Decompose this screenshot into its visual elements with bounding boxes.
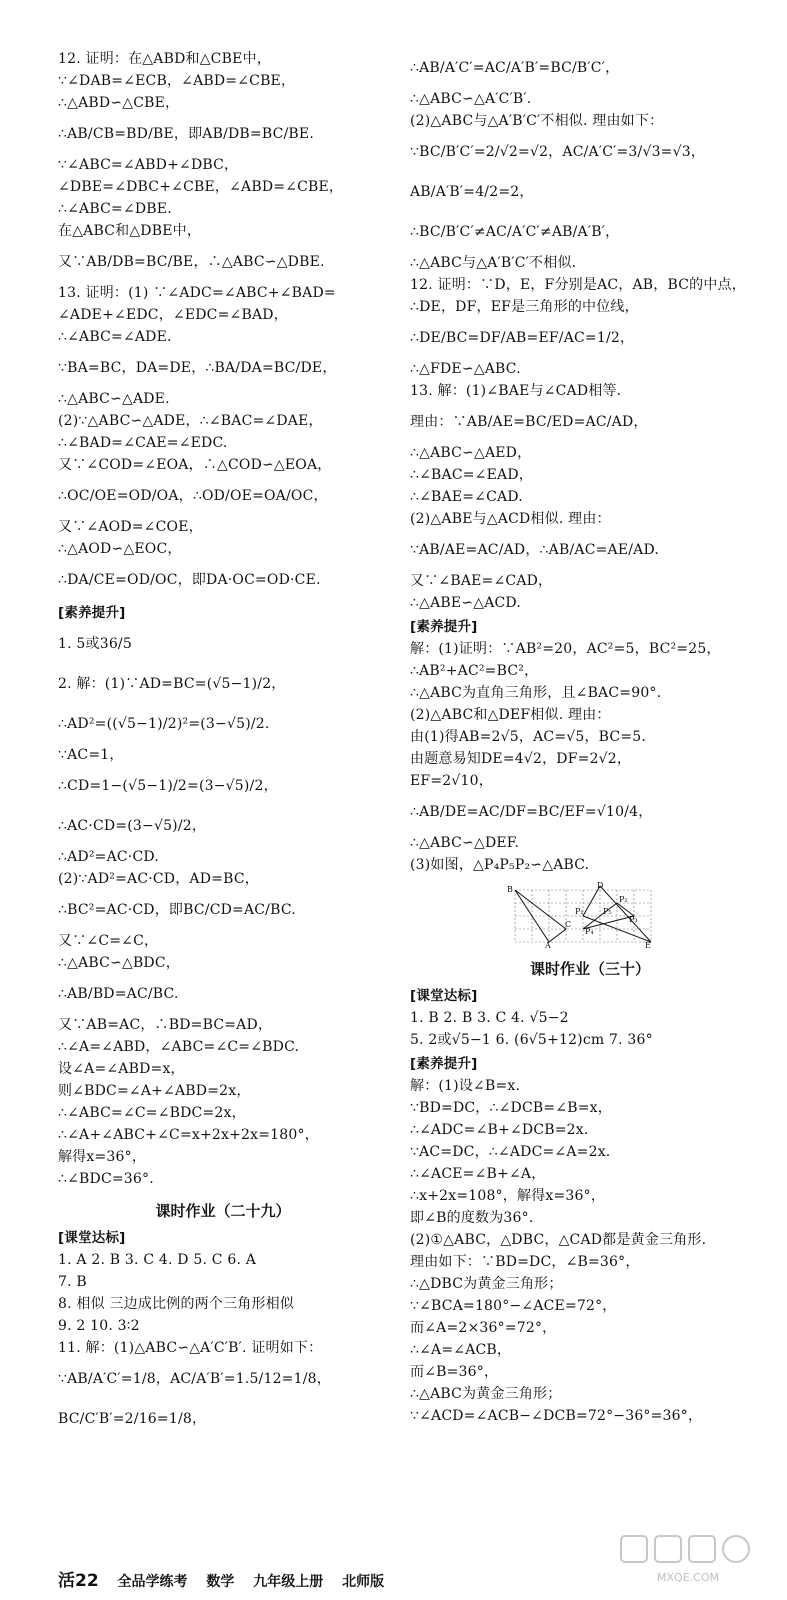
text-line: (2)△ABE与△ACD相似. 理由： [410, 511, 611, 527]
text-line: (2)∵△ABC∽△ADE，∴∠BAC=∠DAE， [58, 413, 323, 429]
section-heading: [素养提升] [410, 619, 478, 635]
text-line: 9. 2 10. 3∶2 [58, 1318, 140, 1334]
text-line: 在△ABC和△DBE中， [58, 223, 202, 239]
text-line: ∴△ABC∽△ADE. [58, 391, 170, 407]
text-line: ∴AD²=((√5−1)/2)²=(3−√5)/2. [58, 716, 270, 732]
text-line: ∴x+2x=108°，解得x=36°， [410, 1188, 606, 1204]
text-line: ∵∠BCA=180°−∠ACE=72°， [410, 1298, 617, 1314]
text-line: 5. 2或√5−1 6. (6√5+12)cm 7. 36° [410, 1032, 653, 1048]
figure-label: B [507, 885, 513, 894]
subject: 数学 [206, 1574, 235, 1590]
right-column [410, 48, 770, 1427]
text-line: ∴AD²=AC·CD. [58, 849, 159, 865]
text-line: ∵∠DAB=∠ECB，∠ABD=∠CBE， [58, 73, 296, 89]
text-line: 即∠B的度数为36°. [410, 1210, 534, 1226]
section-heading: [素养提升] [410, 1056, 478, 1072]
figure-label: D [597, 882, 604, 890]
text-line: (2)∵AD²=AC·CD，AD=BC， [58, 871, 259, 887]
figure-label: A [545, 941, 551, 948]
text-line: ∴BC²=AC·CD，即BC/CD=AC/BC. [58, 902, 296, 918]
text-line: ∴△ABC为黄金三角形； [410, 1386, 562, 1402]
text-line: 设∠A=∠ABD=x， [58, 1061, 185, 1077]
text-line: ∴△ABE∽△ACD. [410, 595, 521, 611]
section-heading: [课堂达标] [410, 988, 478, 1004]
text-line: ∴DA/CE=OD/OC，即DA·OC=OD·CE. [58, 572, 321, 588]
text-line: ∴△ABC∽△DEF. [410, 835, 520, 851]
text-line: ∴AB²+AC²=BC²， [410, 663, 539, 679]
watermark-text: MXQE.COM [657, 1571, 719, 1584]
text-line: AB/A′B′=4/2=2， [410, 184, 534, 200]
text-line: 解得x=36°， [58, 1149, 147, 1165]
figure-label: P₃ [629, 915, 638, 924]
text-line: ∴△ABD∽△CBE， [58, 95, 180, 111]
text-line: ∴CD=1−(√5−1)/2=(3−√5)/2， [58, 778, 278, 794]
figure-label: E [645, 941, 651, 948]
text-line: ∴AB/A′C′=AC/A′B′=BC/B′C′， [410, 60, 620, 76]
text-line: 理由：∵AB/AE=BC/ED=AC/AD， [410, 414, 648, 430]
text-line: ∴∠BAE=∠CAD. [410, 489, 523, 505]
text-line: ∴∠A=∠ACB， [410, 1342, 512, 1358]
text-line: 又∵∠AOD=∠COE， [58, 519, 203, 535]
lesson-title: 课时作业（三十） [529, 960, 650, 978]
text-line: ∴∠ABC=∠ADE. [58, 329, 172, 345]
text-line: ∵BC/B′C′=2/√2=√2，AC/A′C′=3/√3=√3， [410, 144, 706, 160]
text-line: ∵AB/AE=AC/AD，∴AB/AC=AE/AD. [410, 542, 660, 558]
text-line: ∴DE/BC=DF/AB=EF/AC=1/2， [410, 330, 635, 346]
text-line: ∴△ABC为直角三角形，且∠BAC=90°. [410, 685, 662, 701]
text-line: 13. 证明：(1) ∵∠ADC=∠ABC+∠BAD= [58, 285, 336, 301]
text-line: ∵∠ABC=∠ABD+∠DBC， [58, 157, 239, 173]
text-line: ∴△ABC与△A′B′C′不相似. [410, 255, 577, 271]
text-line: ∴AC·CD=(3−√5)/2， [58, 818, 207, 834]
text-line: 则∠BDC=∠A+∠ABD=2x， [58, 1083, 251, 1099]
text-line: (3)如图，△P₄P₅P₂∽△ABC. [410, 857, 590, 873]
text-line: 又∵∠C=∠C， [58, 933, 159, 949]
text-line: ∴∠ADC=∠B+∠DCB=2x. [410, 1122, 589, 1138]
series-name: 全品学练考 [117, 1574, 188, 1590]
text-line: ∴∠BAC=∠EAD， [410, 467, 533, 483]
text-line: ∵∠ACD=∠ACB−∠DCB=72°−36°=36°， [410, 1408, 703, 1424]
text-line: ∴△FDE∽△ABC. [410, 361, 521, 377]
text-line: ∴∠BAD=∠CAE=∠EDC. [58, 435, 228, 451]
text-line: EF=2√10， [410, 773, 493, 789]
text-line: ∴∠ABC=∠C=∠BDC=2x， [58, 1105, 246, 1121]
text-line: 而∠B=36°， [410, 1364, 499, 1380]
figure-label: P₂ [619, 895, 628, 904]
edition: 北师版 [342, 1574, 385, 1590]
section-heading: [课堂达标] [58, 1230, 126, 1246]
figure-label: P₄ [585, 927, 594, 936]
text-line: 12. 证明：∵D，E，F分别是AC，AB，BC的中点， [410, 277, 746, 293]
text-line: 8. 相似 三边成比例的两个三角形相似 [58, 1296, 295, 1312]
page-number: 活22 [58, 1571, 99, 1591]
text-line: ∴∠A+∠ABC+∠C=x+2x+2x=180°， [58, 1127, 319, 1143]
text-line: ∴△AOD∽△EOC， [58, 541, 182, 557]
text-line: 又∵∠COD=∠EOA，∴△COD∽△EOA， [58, 457, 332, 473]
text-line: ∵AB/A′C′=1/8，AC/A′B′=1.5/12=1/8， [58, 1371, 331, 1387]
text-line: 解：(1)证明：∵AB²=20，AC²=5，BC²=25， [410, 641, 721, 657]
text-line: ∴∠ABC=∠DBE. [58, 201, 172, 217]
text-line: ∴AB/DE=AC/DF=BC/EF=√10/4， [410, 804, 653, 820]
text-line: 解：(1)设∠B=x. [410, 1078, 521, 1094]
text-line: 而∠A=2×36°=72°， [410, 1320, 557, 1336]
text-line: (2)△ABC和△DEF相似. 理由： [410, 707, 611, 723]
section-heading: [素养提升] [58, 605, 126, 621]
text-line: ∴∠A=∠ABD，∠ABC=∠C=∠BDC. [58, 1039, 300, 1055]
text-line: ∴BC/B′C′≠AC/A′C′≠AB/A′B′， [410, 224, 620, 240]
text-line: ∴∠BDC=36°. [58, 1171, 154, 1187]
text-line: ∴OC/OE=OD/OA，∴OD/OE=OA/OC， [58, 488, 328, 504]
text-line: 12. 证明：在△ABD和△CBE中， [58, 51, 271, 67]
text-line: ∠DBE=∠DBC+∠CBE，∠ABD=∠CBE， [58, 179, 344, 195]
text-line: 由(1)得AB=2√5，AC=√5，BC=5. [410, 729, 647, 745]
text-line: 又∵∠BAE=∠CAD， [410, 573, 553, 589]
text-line: ∵BA=BC，DA=DE，∴BA/DA=BC/DE， [58, 360, 337, 376]
text-line: 理由如下：∵BD=DC，∠B=36°， [410, 1254, 640, 1270]
text-line: ∴AB/CB=BD/BE，即AB/DB=BC/BE. [58, 126, 314, 142]
text-line: 1. B 2. B 3. C 4. √5−2 [410, 1010, 569, 1026]
text-line: ∴∠ACE=∠B+∠A， [410, 1166, 546, 1182]
text-line: 7. B [58, 1274, 87, 1290]
lesson-title: 课时作业（二十九） [155, 1202, 291, 1220]
grid-figure [505, 882, 655, 948]
grade: 九年级上册 [253, 1574, 324, 1590]
text-line: ∴AB/BD=AC/BC. [58, 986, 179, 1002]
text-line: ∠ADE+∠EDC，∠EDC=∠BAD， [58, 307, 288, 323]
left-column [58, 48, 388, 1439]
text-line: BC/C′B′=2/16=1/8， [58, 1411, 207, 1427]
figure-label: C [565, 920, 572, 929]
figure-label: P₅ [603, 907, 612, 916]
text-line: 1. 5或36/5 [58, 636, 132, 652]
text-line: (2)△ABC与△A′B′C′不相似. 理由如下： [410, 113, 664, 129]
text-line: ∴△DBC为黄金三角形； [410, 1276, 563, 1292]
text-line: ∴DE，DF，EF是三角形的中位线， [410, 299, 639, 315]
text-line: 13. 解：(1)∠BAE与∠CAD相等. [410, 383, 622, 399]
watermark [613, 1532, 763, 1584]
text-line: 由题意易知DE=4√2，DF=2√2， [410, 751, 632, 767]
text-line: 又∵AB/DB=BC/BE，∴△ABC∽△DBE. [58, 254, 325, 270]
text-line: ∴△ABC∽△BDC， [58, 955, 180, 971]
text-line: ∵AC=DC，∴∠ADC=∠A=2x. [410, 1144, 611, 1160]
text-line: 1. A 2. B 3. C 4. D 5. C 6. A [58, 1252, 257, 1268]
text-line: ∴△ABC∽△AED， [410, 445, 532, 461]
text-line: 11. 解：(1)△ABC∽△A′C′B′. 证明如下： [58, 1340, 323, 1356]
text-line: (2)①△ABC，△DBC，△CAD都是黄金三角形. [410, 1232, 707, 1248]
watermark-logo-icon [613, 1532, 763, 1566]
text-line: 2. 解：(1)∵AD=BC=(√5−1)/2， [58, 676, 286, 692]
text-line: ∴△ABC∽△A′C′B′. [410, 91, 532, 107]
text-line: ∵BD=DC，∴∠DCB=∠B=x， [410, 1100, 612, 1116]
text-line: ∵AC=1， [58, 747, 124, 763]
text-line: 又∵AB=AC，∴BD=BC=AD， [58, 1017, 273, 1033]
figure-label: P₁ [575, 907, 584, 916]
